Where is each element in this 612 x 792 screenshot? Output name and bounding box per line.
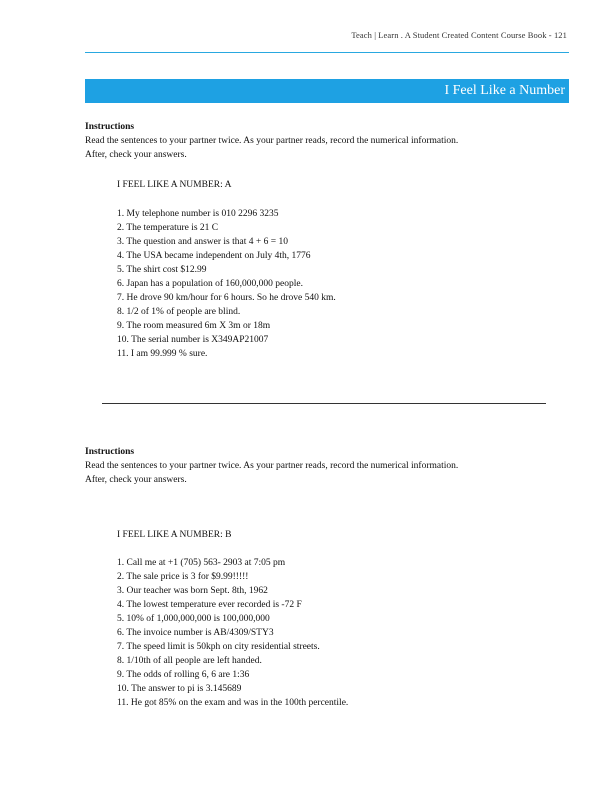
instructions-a (85, 120, 458, 162)
list-item: 7. The speed limit is 50kph on city residential streets. (117, 642, 320, 652)
instructions-line1-a: Read the sentences to your partner twice. As your partner reads, record the numerical information. (85, 136, 459, 146)
running-header: Teach | Learn . A Student Created Content Course Book - 121 (351, 30, 567, 40)
list-item: 7. He drove 90 km/hour for 6 hours. So he drove 540 km. (117, 293, 336, 303)
instructions-heading-a: Instructions (85, 122, 135, 132)
list-item: 1. Call me at +1 (705) 563- 2903 at 7:05 pm (117, 558, 286, 568)
list-item: 5. The shirt cost $12.99 (117, 265, 207, 275)
page-title: I Feel Like a Number (444, 83, 565, 98)
list-item: 4. The lowest temperature ever recorded is -72 F (117, 600, 302, 610)
list-a (117, 207, 336, 361)
instructions-heading-b: Instructions (85, 447, 135, 457)
list-item: 2. The sale price is 3 for $9.99!!!!! (117, 572, 249, 582)
subtitle-b: I FEEL LIKE A NUMBER: B (117, 530, 232, 540)
list-item: 8. 1/10th of all people are left handed. (117, 656, 262, 666)
instructions-line2-b: After, check your answers. (85, 475, 187, 485)
instructions-line2-a: After, check your answers. (85, 150, 187, 160)
list-item: 1. My telephone number is 010 2296 3235 (117, 209, 279, 219)
list-item: 10. The answer to pi is 3.145689 (117, 684, 242, 694)
instructions-line1-b: Read the sentences to your partner twice. As your partner reads, record the numerical information. (85, 461, 459, 471)
list-item: 3. The question and answer is that 4 + 6 = 10 (117, 237, 288, 247)
list-item: 11. I am 99.999 % sure. (117, 349, 208, 359)
section-divider (102, 403, 546, 404)
list-item: 8. 1/2 of 1% of people are blind. (117, 307, 241, 317)
list-item: 6. Japan has a population of 160,000,000 people. (117, 279, 304, 289)
header-rule (85, 52, 569, 53)
instructions-b (85, 445, 458, 487)
list-b (117, 556, 348, 710)
list-item: 10. The serial number is X349AP21007 (117, 335, 269, 345)
list-item: 2. The temperature is 21 C (117, 223, 219, 233)
title-bar (85, 79, 569, 103)
list-item: 11. He got 85% on the exam and was in the 100th percentile. (117, 698, 349, 708)
list-item: 4. The USA became independent on July 4th, 1776 (117, 251, 311, 261)
list-item: 3. Our teacher was born Sept. 8th, 1962 (117, 586, 268, 596)
list-item: 5. 10% of 1,000,000,000 is 100,000,000 (117, 614, 270, 624)
list-item: 9. The room measured 6m X 3m or 18m (117, 321, 271, 331)
list-item: 6. The invoice number is AB/4309/STY3 (117, 628, 274, 638)
subtitle-a: I FEEL LIKE A NUMBER: A (117, 180, 232, 190)
list-item: 9. The odds of rolling 6, 6 are 1:36 (117, 670, 250, 680)
